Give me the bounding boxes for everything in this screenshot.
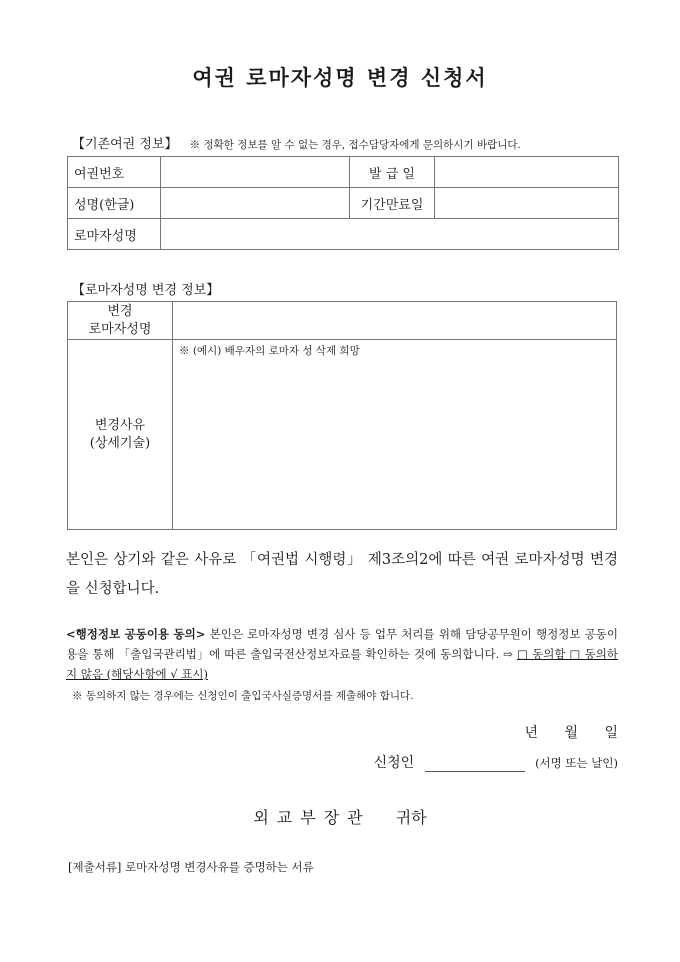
roman-name-label: 로마자성명	[68, 219, 161, 250]
change-reason-label	[68, 340, 173, 530]
section-heading: 【기존여권 정보】	[72, 137, 178, 152]
issue-date-field[interactable]	[435, 157, 619, 188]
recipient-suffix: 귀하	[395, 808, 427, 827]
change-info-section-heading: 【로마자성명 변경 정보】	[72, 283, 220, 298]
section-note: ※ 정확한 정보를 알 수 없는 경우, 접수담당자에게 문의하시기 바랍니다.	[189, 139, 521, 151]
existing-passport-section-header	[72, 133, 521, 152]
passport-number-label: 여권번호	[68, 157, 161, 188]
applicant-label: 신청인	[373, 755, 415, 771]
korean-name-label: 성명(한글)	[68, 188, 161, 219]
form-title: 여권 로마자성명 변경 신청서	[192, 65, 488, 90]
changed-name-label-line2: 로마자성명	[88, 321, 152, 337]
recipient-line	[0, 805, 680, 828]
changed-name-label-line1: 변경	[107, 303, 133, 319]
date-line: 년 월 일	[524, 725, 618, 741]
existing-passport-table	[67, 156, 619, 250]
signature-suffix: (서명 또는 날인)	[535, 756, 618, 770]
reason-example-text: ※ (예시) 배우자의 로마자 성 삭제 희망	[179, 345, 360, 357]
consent-options[interactable]: □ 동의함 □ 동의하지 않음 (해당사항에 √ 표시)	[66, 647, 618, 681]
expiry-date-field[interactable]	[435, 188, 619, 219]
changed-name-label	[68, 302, 173, 340]
change-reason-label-line1: 변경사유	[94, 417, 146, 433]
signature-blank[interactable]	[425, 757, 525, 772]
change-reason-field[interactable]	[173, 340, 617, 530]
change-reason-label-line2: (상세기술)	[89, 435, 151, 451]
signature-line	[374, 752, 618, 772]
issue-date-label: 발 급 일	[350, 157, 435, 188]
changed-name-field[interactable]	[173, 302, 617, 340]
passport-number-field[interactable]	[161, 157, 350, 188]
recipient-name: 외교부장관	[253, 808, 371, 827]
consent-body: 본인은 로마자성명 변경 심사 등 업무 처리를 위해 담당공무원이 행정정보 공동이용을 통해 「출입국관리법」에 따른 출입국전산정보자료를 확인하는 것에 동의합니다. ⇨	[66, 627, 618, 661]
attachment-note: [제출서류] 로마자성명 변경사유를 증명하는 서류	[68, 860, 314, 874]
consent-paragraph	[66, 624, 618, 684]
consent-heading: <행정정보 공동이용 동의>	[66, 627, 206, 641]
korean-name-field[interactable]	[161, 188, 350, 219]
change-info-table	[67, 301, 617, 530]
expiry-date-label: 기간만료일	[350, 188, 435, 219]
consent-note: ※ 동의하지 않는 경우에는 신청인이 출입국사실증명서를 제출해야 합니다.	[72, 690, 414, 702]
declaration-text: 본인은 상기와 같은 사유로 「여권법 시행령」 제3조의2에 따른 여권 로마자성명 변경을 신청합니다.	[66, 552, 618, 597]
roman-name-field[interactable]	[161, 219, 619, 250]
